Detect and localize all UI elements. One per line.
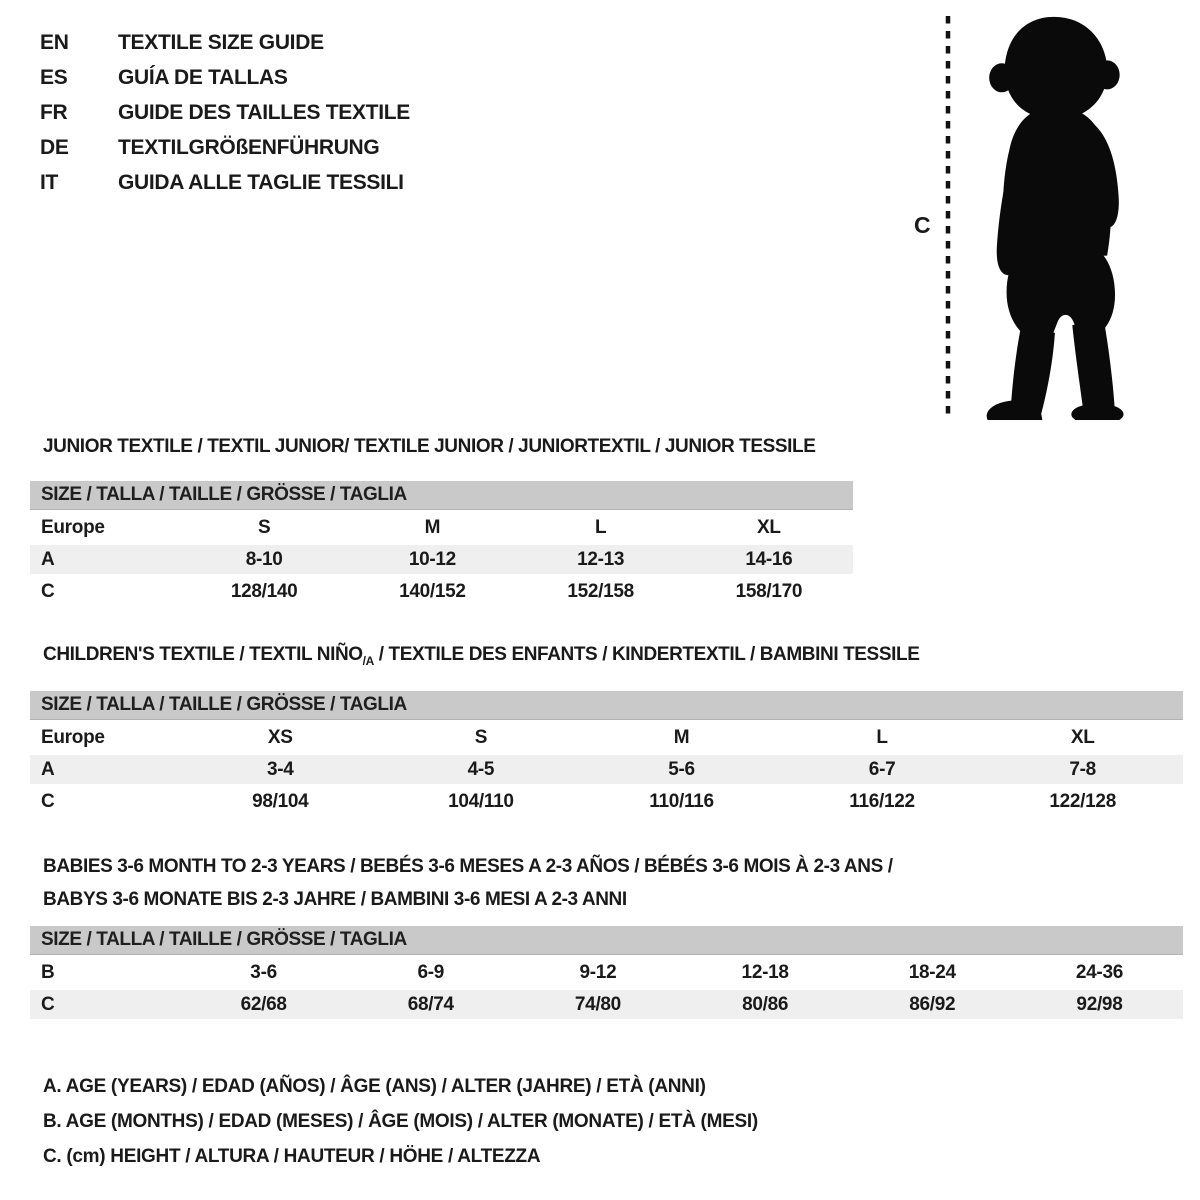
guide-title: GUÍA DE TALLAS xyxy=(118,66,288,89)
size-cell: 10-12 xyxy=(408,548,456,570)
row-label: C xyxy=(41,580,55,602)
size-cell: 24-36 xyxy=(1075,961,1123,983)
size-table-babies xyxy=(30,926,1183,1019)
section-heading-children: CHILDREN'S TEXTILE / TEXTIL $NIÑO_{/A}$ / TEXTILE DES ENFANTS / KINDERTEXTIL / BAMBINI TESSILE xyxy=(43,644,920,668)
size-cell: 3-6 xyxy=(250,961,277,983)
size-cell: 128/140 xyxy=(230,580,298,602)
size-cell: 116/122 xyxy=(849,790,915,812)
babies-heading-line2: BABYS 3-6 MONATE BIS 2-3 JAHRE / BAMBINI 3-6 MESI A 2-3 ANNI xyxy=(43,889,627,910)
size-cell: 92/98 xyxy=(1076,993,1123,1015)
size-cell: S xyxy=(257,516,271,538)
size-cell: 14-16 xyxy=(745,548,793,570)
size-cell: L xyxy=(876,726,888,748)
language-row xyxy=(40,66,410,101)
language-row xyxy=(40,101,410,136)
babies-heading-line1: BABIES 3-6 MONTH TO 2-3 YEARS / BEBÉS 3-6 MESES A 2-3 AÑOS / BÉBÉS 3-6 MOIS À 2-3 ANS / xyxy=(43,856,893,877)
size-cell: 158/170 xyxy=(735,580,803,602)
table-row xyxy=(30,723,1183,752)
section-heading-junior: JUNIOR TEXTILE / TEXTIL JUNIOR/ TEXTILE JUNIOR / JUNIORTEXTIL / JUNIOR TESSILE xyxy=(43,436,816,457)
table-row xyxy=(30,577,853,606)
table-header-size: SIZE / TALLA / TAILLE / GRÖSSE / TAGLIA xyxy=(30,926,1183,955)
guide-title: TEXTILGRÖßENFÜHRUNG xyxy=(118,136,380,159)
measure-label-c: C xyxy=(914,212,931,238)
size-cell: 74/80 xyxy=(574,993,621,1015)
row-label: A xyxy=(41,548,55,570)
table-header-size: SIZE / TALLA / TAILLE / GRÖSSE / TAGLIA xyxy=(30,691,1183,720)
nino-a-subscript: /A xyxy=(362,653,374,668)
size-cell: 7-8 xyxy=(1069,758,1096,780)
size-cell: 104/110 xyxy=(448,790,514,812)
size-cell: 140/152 xyxy=(399,580,466,602)
size-cell: 6-7 xyxy=(868,758,896,780)
legend-line-c: C. (cm) HEIGHT / ALTURA / HAUTEUR / HÖHE / ALTEZZA xyxy=(43,1146,541,1167)
legend-line-b: B. AGE (MONTHS) / EDAD (MESES) / ÂGE (MOIS) / ALTER (MONATE) / ETÀ (MESI) xyxy=(43,1111,758,1132)
language-code: ES xyxy=(40,66,68,89)
language-row xyxy=(40,171,410,206)
guide-title: TEXTILE SIZE GUIDE xyxy=(118,31,324,54)
section-heading-babies xyxy=(43,850,893,916)
guide-title: GUIDA ALLE TAGLIE TESSILI xyxy=(118,171,404,194)
table-row xyxy=(30,787,1183,816)
language-row xyxy=(40,136,410,171)
language-code: FR xyxy=(40,101,68,124)
language-code: IT xyxy=(40,171,59,194)
size-cell: L xyxy=(594,516,607,538)
size-cell: 68/74 xyxy=(407,993,454,1015)
size-cell: 3-4 xyxy=(267,758,294,780)
language-header xyxy=(40,31,410,206)
size-cell: 5-6 xyxy=(668,758,695,780)
size-table-children xyxy=(30,691,1183,816)
size-cell: 18-24 xyxy=(908,961,956,983)
row-label: Europe xyxy=(41,516,105,538)
table-row xyxy=(30,513,853,542)
row-label: Europe xyxy=(41,726,105,748)
size-cell: 110/116 xyxy=(649,790,714,812)
size-cell: 122/128 xyxy=(1049,790,1116,812)
size-cell: 86/92 xyxy=(909,993,956,1015)
size-cell: 98/104 xyxy=(252,790,309,812)
legend-line-a: A. AGE (YEARS) / EDAD (AÑOS) / ÂGE (ANS) / ALTER (JAHRE) / ETÀ (ANNI) xyxy=(43,1076,706,1097)
row-label: B xyxy=(41,961,55,983)
size-cell: 9-12 xyxy=(579,961,617,983)
table-header-size: SIZE / TALLA / TAILLE / GRÖSSE / TAGLIA xyxy=(30,481,853,510)
size-cell: 8-10 xyxy=(245,548,283,570)
row-label: C xyxy=(41,993,55,1015)
table-row xyxy=(30,545,853,574)
size-cell: 12-13 xyxy=(577,548,625,570)
size-cell: XL xyxy=(1070,726,1095,748)
size-cell: 62/68 xyxy=(240,993,287,1015)
size-cell: 4-5 xyxy=(467,758,495,780)
table-row xyxy=(30,958,1183,987)
table-row xyxy=(30,990,1183,1019)
language-code: DE xyxy=(40,136,69,159)
table-row xyxy=(30,755,1183,784)
size-table-junior xyxy=(30,481,853,606)
row-label: C xyxy=(41,790,55,812)
size-cell: M xyxy=(673,726,690,748)
size-cell: 6-9 xyxy=(417,961,445,983)
size-cell: XS xyxy=(267,726,293,748)
legend xyxy=(43,1069,758,1174)
row-label: A xyxy=(41,758,55,780)
guide-title: GUIDE DES TAILLES TEXTILE xyxy=(118,101,410,124)
size-cell: 12-18 xyxy=(741,961,789,983)
size-cell: XL xyxy=(757,516,781,538)
size-cell: S xyxy=(474,726,488,748)
height-measure-dashed-line xyxy=(944,16,952,416)
size-cell: 152/158 xyxy=(567,580,634,602)
size-cell: 80/86 xyxy=(742,993,789,1015)
size-cell: M xyxy=(424,516,441,538)
language-row xyxy=(40,31,410,66)
language-code: EN xyxy=(40,31,69,54)
toddler-silhouette xyxy=(962,14,1142,420)
